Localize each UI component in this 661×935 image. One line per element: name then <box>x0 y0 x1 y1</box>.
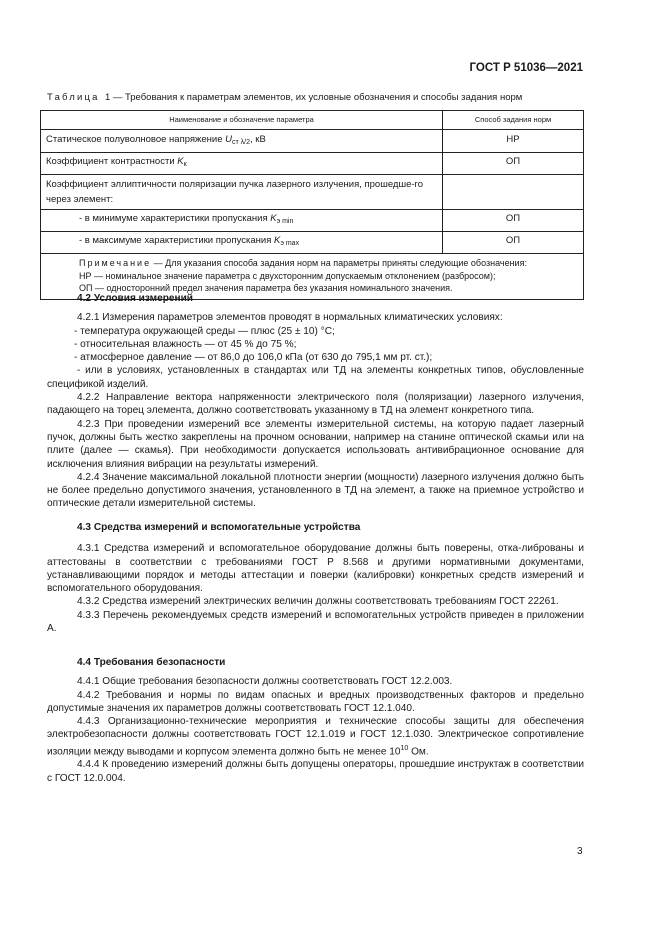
requirements-table <box>40 110 584 300</box>
paragraph: 4.4.2 Требования и нормы по видам опасных и вредных производственных факторов и предельно допустимые значения их параметров должны соответствовать ГОСТ 12.1.040. <box>47 689 584 714</box>
page-number: 3 <box>577 846 583 857</box>
table-row <box>41 210 584 232</box>
method-cell: ОП <box>443 153 584 175</box>
paragraph-text: 4.4.3 Организационно-технические мероприятия и технические способы защиты для обеспечения электробезопасности должны соответствовать ГОСТ 12.1.019 и ГОСТ 12.1.030. Электрическое сопротивление изоляции между выводами и корпусом элемента должно быть не менее 10 <box>47 716 584 758</box>
table-row <box>41 130 584 153</box>
table-caption <box>47 92 522 103</box>
param-cell: Коэффициент эллиптичности поляризации пучка лазерного излучения, прошедше-го через элемент: <box>41 175 443 210</box>
param-text: - в максимуме характеристики пропускания <box>79 235 274 246</box>
param-subscript: э max <box>280 240 300 247</box>
param-cell <box>41 232 443 254</box>
table-caption-label: Таблица <box>47 92 100 103</box>
param-subscript: к <box>183 161 187 168</box>
method-cell: ОП <box>443 232 584 254</box>
param-subscript: э min <box>276 218 294 225</box>
paragraph <box>47 715 584 758</box>
paragraph: 4.4.1 Общие требования безопасности должны соответствовать ГОСТ 12.2.003. <box>77 676 453 688</box>
param-symbol: K <box>270 213 277 224</box>
paragraph-unit: Ом. <box>408 746 429 758</box>
paragraph: 4.3.1 Средства измерений и вспомогательное оборудование должны быть поверены, отка-либрованы и аттестованы в соответствии с требованиями ГОСТ Р 8.568 и другими нормативными документами, устанавливающими порядок и методы аттестации и поверки (калибровки) конкретных средств измерений и вспомогательного оборудования. <box>47 543 584 595</box>
section-heading: 4.2 Условия измерений <box>77 293 193 304</box>
col-header-method: Способ задания норм <box>443 111 584 130</box>
param-subscript: ст λ/2 <box>232 139 251 146</box>
section-4-4 <box>47 656 584 785</box>
param-cell <box>41 210 443 232</box>
method-cell: ОП <box>443 210 584 232</box>
paragraph: 4.2.2 Направление вектора напряженности электрического поля (поляризации) лазерного излучения, падающего на торец элемента, должно соответствовать указанному в ТД на элемент конкретного типа. <box>47 392 584 417</box>
note-line: — Для указания способа задания норм на параметры приняты следующие обозначения: <box>151 258 527 268</box>
list-item: - относительная влажность — от 45 % до 75 %; <box>74 338 297 350</box>
param-text: Коэффициент контрастности <box>46 156 178 167</box>
section-heading: 4.4 Требования безопасности <box>77 657 226 668</box>
method-cell: НР <box>443 130 584 153</box>
param-text: Статическое полуволновое напряжение <box>46 134 226 145</box>
param-symbol: K <box>177 156 184 167</box>
section-4-3 <box>47 521 584 635</box>
list-item: - температура окружающей среды — плюс (25 ± 10) °С; <box>74 325 335 337</box>
table-row <box>41 153 584 175</box>
param-unit: , кВ <box>250 134 266 145</box>
table-caption-text: 1 — Требования к параметрам элементов, их условные обозначения и способы задания норм <box>104 92 523 103</box>
note-line: НР — номинальное значение параметра с двухсторонним допускаемым отклонением (разбросом); <box>79 270 496 281</box>
table-header-row <box>41 111 584 130</box>
table-row <box>41 175 584 210</box>
section-heading: 4.3 Средства измерений и вспомогательные устройства <box>77 522 361 533</box>
table-row <box>41 232 584 254</box>
col-header-parameter: Наименование и обозначение параметра <box>41 111 443 130</box>
paragraph: 4.2.3 При проведении измерений все элементы измерительной системы, на которую падает лазерный пучок, должны быть жестко закреплены на прочном основании, например на станине оптической скамьи или на плите (далее — скамья). При необходимости допускается использовать антивибрационное основание для исключения влияния вибрации на результаты измерений. <box>47 418 584 470</box>
paragraph: 4.3.2 Средства измерений электрических величин должны соответствовать требованиям ГОСТ 22261. <box>77 596 559 608</box>
exponent: 10 <box>400 744 409 752</box>
method-cell <box>443 175 584 210</box>
section-4-2 <box>47 292 584 511</box>
param-cell <box>41 130 443 153</box>
list-item: - атмосферное давление — от 86,0 до 106,0 кПа (от 630 до 795,1 мм рт. ст.); <box>74 352 433 364</box>
note-label: Примечание <box>79 258 152 268</box>
param-cell <box>41 153 443 175</box>
param-symbol: K <box>273 235 281 246</box>
paragraph: 4.2.1 Измерения параметров элементов проводят в нормальных климатических условиях: <box>77 312 503 324</box>
note-line: ОП — односторонний предел значения параметра без указания номинального значения. <box>79 283 453 293</box>
paragraph: 4.3.3 Перечень рекомендуемых средств измерений и вспомогательных устройств приведен в приложении А. <box>47 609 584 635</box>
list-item: - или в условиях, установленных в стандартах или ТД на элементы конкретных типов, обусловленные спецификой изделий. <box>47 365 584 390</box>
param-text: - в минимуме характеристики пропускания <box>79 213 271 224</box>
param-symbol: U <box>225 134 233 145</box>
standard-number: ГОСТ Р 51036—2021 <box>469 62 583 74</box>
paragraph: 4.2.4 Значение максимальной локальной плотности энергии (мощности) лазерного излучения должно быть не более предельно допустимого значения, установленного в ТД на элемент, а также на приемное устройство и оптические детали измерительной системы. <box>47 471 584 510</box>
paragraph: 4.4.4 К проведению измерений должны быть допущены операторы, прошедшие инструктаж в соответствии с ГОСТ 12.0.004. <box>47 759 584 784</box>
